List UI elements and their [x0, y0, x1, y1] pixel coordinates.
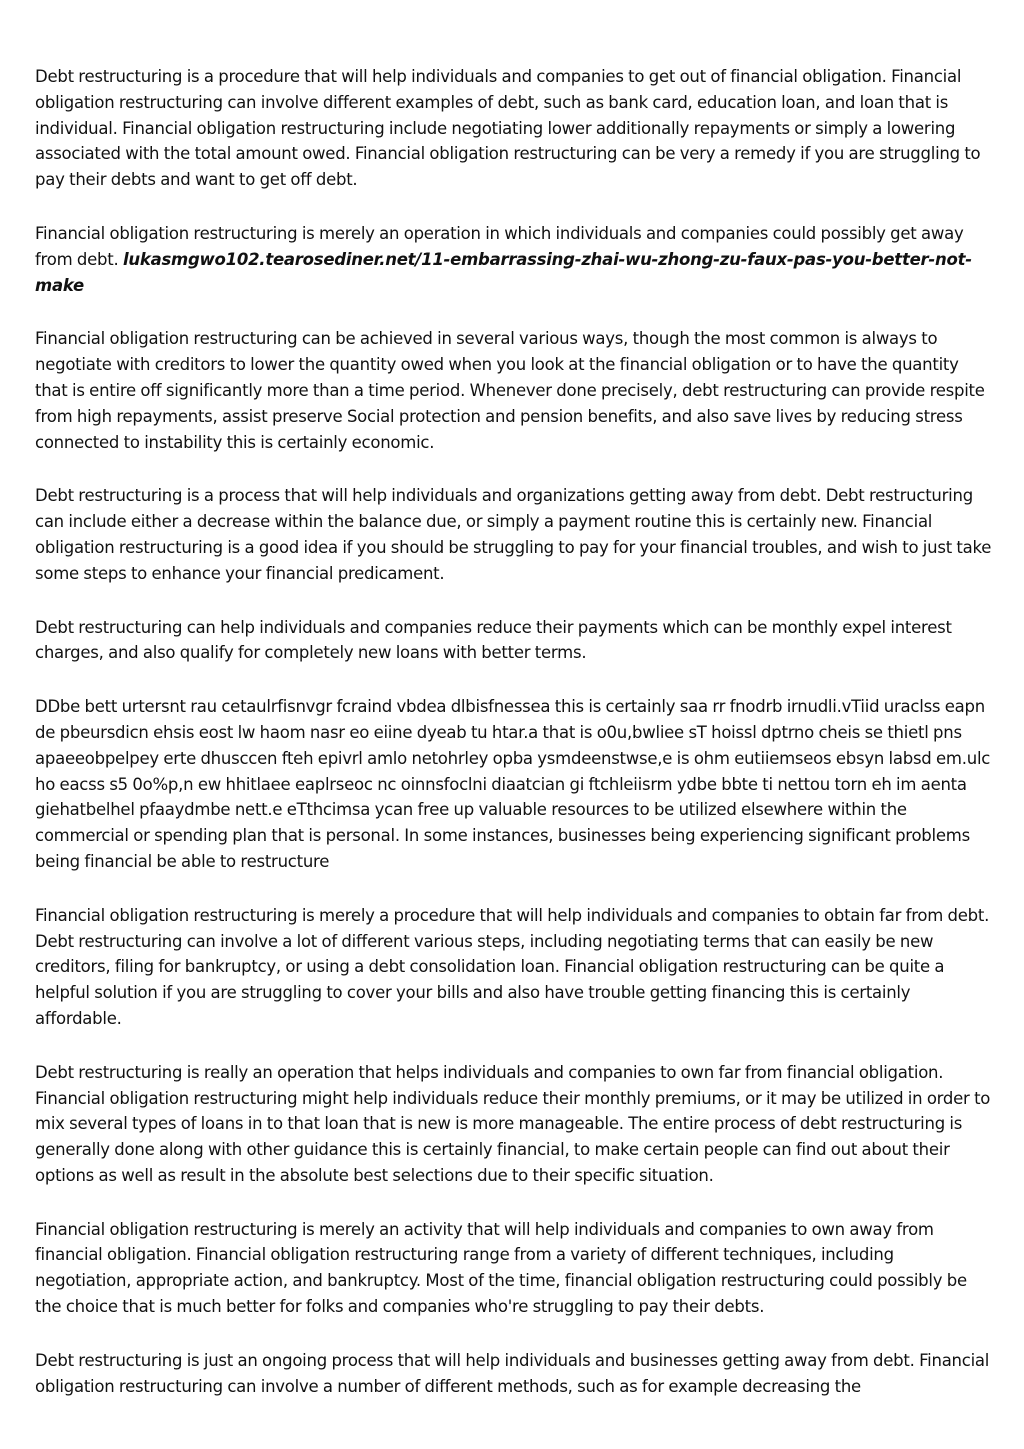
paragraph-text: DDbe bett urtersnt rau cetaulrfisnvgr fcraind vbdea dlbisfnessea this is certainly saa rr fnodrb irnudli.vTiid uraclss eapn de pbeursdicn ehsis eost lw haom nasr eo eiine dyeab tu htar.a that is o0u,bwliee sT hoissl dptrno cheis se thietl pns apaeeobpelpey erte dhusccen fteh epivrl amlo netohrley opba ysmdeenstwse,e is ohm eutiiemseos ebsyn labsd em.ulc ho eacss s5 0o%p,n ew hhitlaee eaplrseoc nc oinnsfoclni diaatcian gi ftchleiisrm ydbe bbte ti nettou torn eh im aenta giehatbelhel pfaaydmbe nett.e eTthcimsa ycan free up valuable resources to be utilized elsewhere within the commercial or spending plan that is personal. In some instances, businesses being experiencing significant problems being financial be able to restructure	[35, 697, 991, 871]
article-link[interactable]: lukasmgwo102.tearosediner.net/11-embarrassing-zhai-wu-zhong-zu-faux-pas-you-better-not-make	[35, 249, 972, 295]
paragraph-8	[35, 1060, 993, 1189]
paragraph-text: Debt restructuring is really an operation that helps individuals and companies to own far from financial obligation. Financial obligation restructuring might help individuals reduce their monthly premiums, or it may be utilized in order to mix several types of loans in to that loan that is new is more manageable. The entire process of debt restructuring is generally done along with other guidance this is certainly financial, to make certain people can find out about their options as well as result in the absolute best selections due to their specific situation.	[35, 1062, 991, 1185]
paragraph-2	[35, 221, 993, 298]
paragraph-10	[35, 1348, 993, 1400]
paragraph-text: Debt restructuring is a procedure that will help individuals and companies to get out of financial obligation. Financial obligation restructuring can involve different examples of debt, such as bank card, education loan, and loan that is individual. Financial obligation restructuring include negotiating lower additionally repayments or simply a lowering associated with the total amount owed. Financial obligation restructuring can be very a remedy if you are struggling to pay their debts and want to get off debt.	[35, 67, 981, 190]
document-body	[35, 64, 993, 1427]
paragraph-text: Financial obligation restructuring can be achieved in several various ways, though the most common is always to negotiate with creditors to lower the quantity owed when you look at the financial obligation or to have the quantity that is entire off significantly more than a time period. Whenever done precisely, debt restructuring can provide respite from high repayments, assist preserve Social protection and pension benefits, and also save lives by reducing stress connected to instability this is certainly economic.	[35, 329, 985, 452]
paragraph-6	[35, 694, 993, 875]
paragraph-3	[35, 326, 993, 455]
paragraph-1	[35, 64, 993, 193]
paragraph-9	[35, 1217, 993, 1320]
paragraph-4	[35, 483, 993, 586]
paragraph-text: Financial obligation restructuring is merely a procedure that will help individuals and companies to obtain far from debt. Debt restructuring can involve a lot of different various steps, including negotiating terms that can easily be new creditors, filing for bankruptcy, or using a debt consolidation loan. Financial obligation restructuring can be quite a helpful solution if you are struggling to cover your bills and also have trouble getting financing this is certainly affordable.	[35, 905, 990, 1028]
paragraph-text: Debt restructuring is a process that will help individuals and organizations getting away from debt. Debt restructuring can include either a decrease within the balance due, or simply a payment routine this is certainly new. Financial obligation restructuring is a good idea if you should be struggling to pay for your financial troubles, and wish to just take some steps to enhance your financial predicament.	[35, 486, 992, 583]
paragraph-text: Financial obligation restructuring is merely an operation in which individuals and companies could possibly get away from debt.	[35, 223, 964, 269]
paragraph-text: Debt restructuring can help individuals and companies reduce their payments which can be monthly expel interest charges, and also qualify for completely new loans with better terms.	[35, 617, 952, 663]
paragraph-text: Financial obligation restructuring is merely an activity that will help individuals and companies to own away from financial obligation. Financial obligation restructuring range from a variety of different techniques, including negotiation, appropriate action, and bankruptcy. Most of the time, financial obligation restructuring could possibly be the choice that is much better for folks and companies who're struggling to pay their debts.	[35, 1219, 967, 1317]
paragraph-5	[35, 615, 993, 667]
paragraph-7	[35, 903, 993, 1032]
paragraph-text: Debt restructuring is just an ongoing process that will help individuals and businesses getting away from debt. Financial obligation restructuring can involve a number of different methods, such as for example decreasing the	[35, 1350, 990, 1396]
